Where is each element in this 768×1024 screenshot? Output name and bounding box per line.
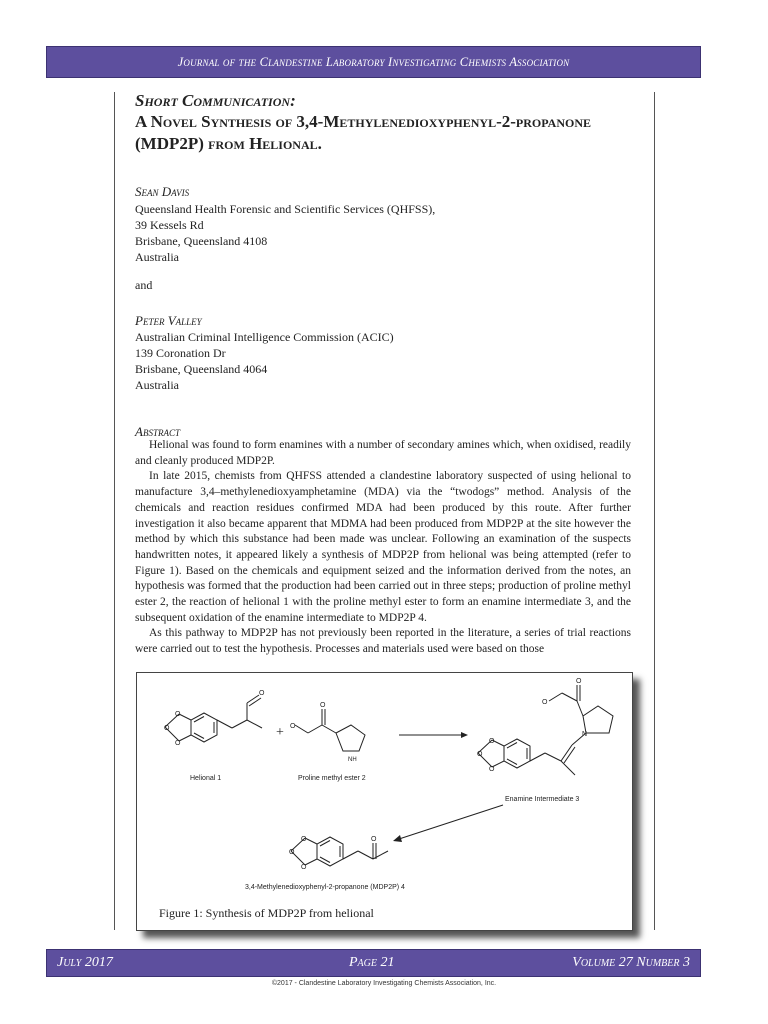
abstract-paragraph: Helional was found to form enamines with a number of secondary amines which, when oxidised, readily and cleanly produced MDP2P. <box>135 439 631 467</box>
title-block <box>135 90 645 155</box>
oxidation-arrow <box>399 805 503 839</box>
left-rule <box>114 92 115 930</box>
oxygen-atom: O <box>576 678 582 685</box>
oxygen-atom: O <box>371 836 377 843</box>
abstract-paragraph: As this pathway to MDP2P has not previously been reported in the literature, a series of trial reactions were carried out to test the hypothesis. Processes and materials used were based on those <box>135 627 631 656</box>
oxygen-atom: O <box>489 766 495 773</box>
oxygen-atom: O <box>301 836 307 843</box>
affiliation-line: Australian Criminal Intelligence Commission (ACIC) <box>135 330 394 344</box>
oxygen-atom: O <box>320 702 326 709</box>
proline-label: Proline methyl ester 2 <box>298 775 366 782</box>
right-rule <box>654 92 655 930</box>
oxygen-atom: O <box>259 690 265 697</box>
mdp2p-label: 3,4-Methylenedioxyphenyl-2-propanone (MDP2P) 4 <box>245 884 405 891</box>
abstract-body <box>135 438 631 658</box>
oxygen-atom: O <box>175 740 181 747</box>
affiliation-line: Brisbane, Queensland 4064 <box>135 362 268 376</box>
oxygen-atom: O <box>301 864 307 871</box>
helional-structure <box>165 695 262 742</box>
abstract-paragraph: In late 2015, chemists from QHFSS attended a clandestine laboratory suspected of using helional to manufacture 3,4–methylenedioxyamphetamine (MDA) via the “twodogs” method. Analysis of the chemicals and reaction residues confirmed MDA had been produced by this route. After further investigation it also became apparent that MDMA had been produced from MDP2P at the site however the method by which this substance had been made was unclear. Following an examination of the suspects handwritten notes, it appeared likely a synthesis of MDP2P from helional was being attempted (refer to Figure 1). Based on the chemicals and equipment seized and the information derived from the notes, an hypothesis was formed that the production had been carried out in three steps; production of proline methyl ester 2, the reaction of helional 1 with the proline methyl ester to form an enamine intermediate 3, and the subsequent oxidation of the enamine intermediate to MDP2P 4. <box>135 470 631 624</box>
affiliation-line: Queensland Health Forensic and Scientific Services (QHFSS), <box>135 202 436 216</box>
article-title-line1: A Novel Synthesis of 3,4-Methylenedioxyphenyl-2-propanone <box>135 112 592 131</box>
figure-caption: Figure 1: Synthesis of MDP2P from helional <box>159 906 374 920</box>
article-title-line2: (MDP2P) from Helional. <box>135 134 322 153</box>
oxygen-atom: O <box>289 849 295 856</box>
affiliation-line: Australia <box>135 378 179 392</box>
affiliation-line: Australia <box>135 250 179 264</box>
journal-header <box>46 46 701 78</box>
article-type: Short Communication: <box>135 91 296 110</box>
author-affiliation <box>135 201 435 265</box>
oxygen-atom: O <box>290 723 296 730</box>
enamine-label: Enamine Intermediate 3 <box>505 796 580 803</box>
author-conjunction: and <box>135 278 153 292</box>
proline-ester-structure <box>295 709 365 751</box>
oxygen-atom: O <box>477 751 483 758</box>
abstract-heading: Abstract <box>135 424 180 439</box>
nitrogen-atom: N <box>582 731 588 738</box>
issue-date: July 2017 <box>57 955 113 970</box>
affiliation-line: 39 Kessels Rd <box>135 218 204 232</box>
plus-sign: + <box>276 725 284 740</box>
figure-1 <box>136 672 633 931</box>
journal-title: Journal of the Clandestine Laboratory Investigating Chemists Association <box>177 54 570 69</box>
page-footer <box>46 949 701 977</box>
volume-number: Volume 27 Number 3 <box>572 955 690 970</box>
affiliation-line: Brisbane, Queensland 4108 <box>135 234 268 248</box>
nh-label: NH <box>348 757 357 763</box>
oxygen-atom: O <box>175 711 181 718</box>
affiliation-line: 139 Coronation Dr <box>135 346 226 360</box>
oxygen-atom: O <box>164 725 170 732</box>
author-name: Sean Davis <box>135 184 190 199</box>
page-number: Page 21 <box>349 955 395 970</box>
copyright-notice: ©2017 - Clandestine Laboratory Investigating Chemists Association, Inc. <box>271 980 497 987</box>
oxygen-atom: O <box>489 738 495 745</box>
oxygen-atom: O <box>542 699 548 706</box>
author-affiliation <box>135 329 394 393</box>
helional-label: Helional 1 <box>190 775 222 782</box>
author-name: Peter Valley <box>135 313 202 328</box>
